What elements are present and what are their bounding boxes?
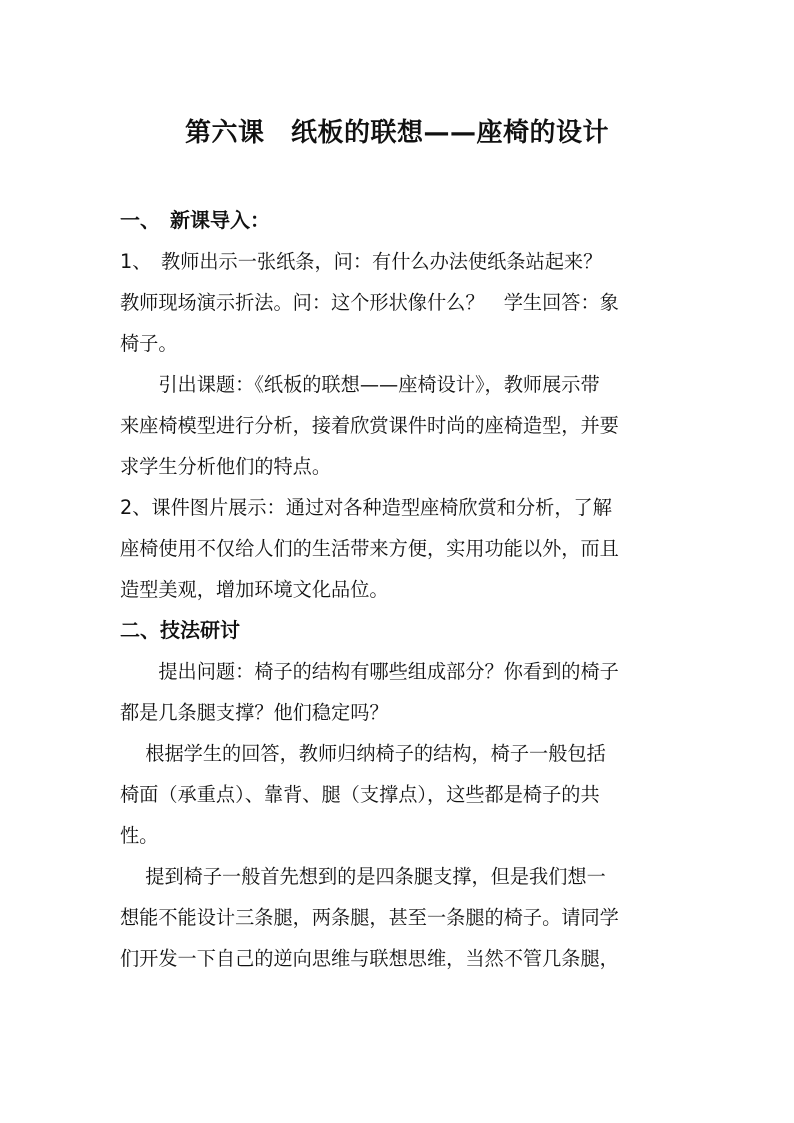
page-title: 第六课 纸板的联想——座椅的设计 bbox=[184, 118, 609, 148]
paragraph-line: 都是几条腿支撑？他们稳定吗？ bbox=[120, 701, 389, 724]
paragraph-line: 1、 教师出示一张纸条，问：有什么办法使纸条站起来？ bbox=[120, 250, 603, 273]
paragraph-line: 想能不能设计三条腿，两条腿，甚至一条腿的椅子。请同学 bbox=[120, 906, 619, 929]
paragraph-line: 提出问题：椅子的结构有哪些组成部分？你看到的椅子 bbox=[120, 660, 619, 683]
paragraph-line: 们开发一下自己的逆向思维与联想思维，当然不管几条腿， bbox=[120, 947, 619, 970]
paragraph-line: 教师现场演示折法。问：这个形状像什么？ 学生回答：象 bbox=[120, 291, 619, 314]
paragraph-line: 求学生分析他们的特点。 bbox=[120, 455, 332, 478]
paragraph-line: 提到椅子一般首先想到的是四条腿支撑，但是我们想一 bbox=[120, 865, 606, 888]
paragraph-line: 座椅使用不仅给人们的生活带来方便，实用功能以外，而且 bbox=[120, 537, 619, 560]
paragraph-line: 来座椅模型进行分析，接着欣赏课件时尚的座椅造型，并要 bbox=[120, 414, 619, 437]
paragraph-line: 椅面（承重点）、靠背、腿（支撑点），这些都是椅子的共 bbox=[120, 783, 600, 806]
paragraph-line: 椅子。 bbox=[120, 332, 178, 355]
paragraph-line: 2、课件图片展示：通过对各种造型座椅欣赏和分析，了解 bbox=[120, 496, 612, 519]
document-body bbox=[120, 200, 680, 979]
paragraph-line: 造型美观，增加环境文化品位。 bbox=[120, 578, 389, 601]
paragraph-line: 引出课题：《纸板的联想——座椅设计》，教师展示带 bbox=[120, 373, 600, 396]
section-heading-1: 一、 新课导入： bbox=[120, 208, 270, 232]
section-heading-2: 二、技法研讨 bbox=[120, 618, 240, 642]
paragraph-line: 性。 bbox=[120, 824, 159, 847]
paragraph-line: 根据学生的回答，教师归纳椅子的结构，椅子一般包括 bbox=[120, 742, 606, 765]
